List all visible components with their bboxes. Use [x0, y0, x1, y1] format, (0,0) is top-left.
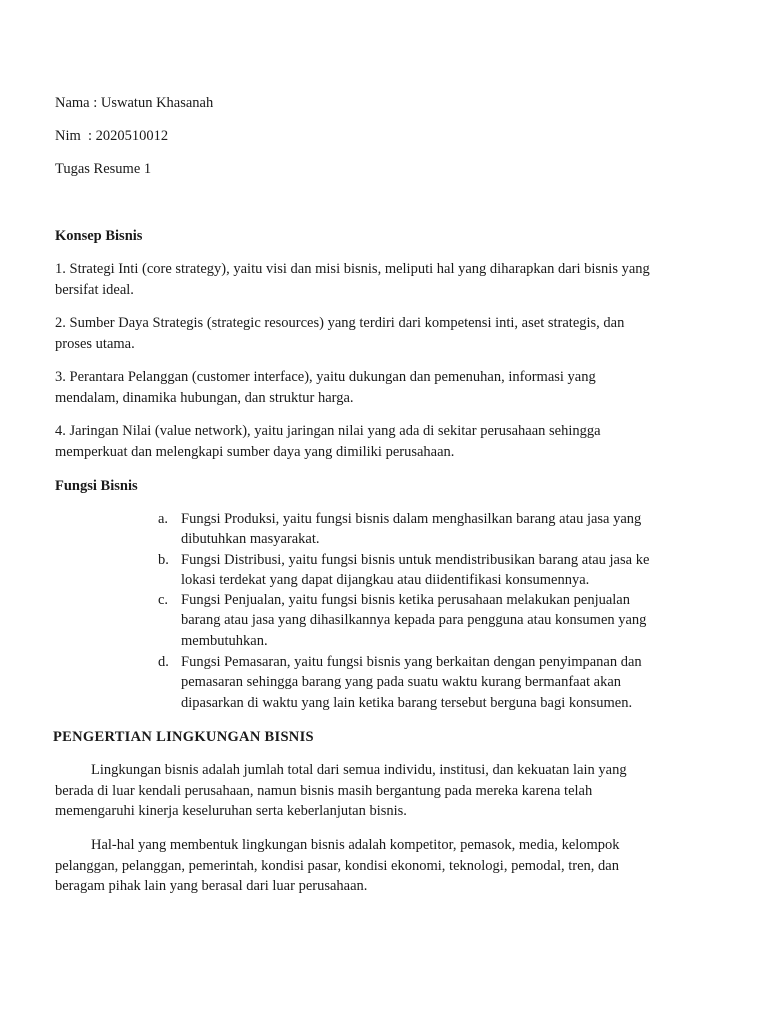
paragraph-line: berada di luar kendali perusahaan, namun bisnis masih bergantung pada mereka karena telah — [55, 782, 593, 799]
fungsi-item-line: Fungsi Distribusi, yaitu fungsi bisnis untuk mendistribusikan barang atau jasa ke — [181, 552, 650, 568]
fungsi-item-line: pemasaran sehingga barang yang pada suatu waktu kurang bermanfaat akan — [181, 674, 622, 691]
fungsi-item-line: dipasarkan di waktu yang lain ketika barang tersebut berguna bagi konsumen. — [181, 694, 633, 711]
konsep-item-line: bersifat ideal. — [55, 282, 134, 298]
konsep-item-line: memperkuat dan melengkapi sumber daya yang dimiliki perusahaan. — [55, 444, 455, 460]
fungsi-item-line: membutuhkan. — [181, 632, 268, 649]
konsep-item-line: proses utama. — [55, 336, 135, 352]
fungsi-item-line: Fungsi Pemasaran, yaitu fungsi bisnis yang berkaitan dengan penyimpanan dan — [181, 654, 642, 670]
paragraph-line: memengaruhi kinerja keseluruhan serta keberlanjutan bisnis. — [55, 803, 407, 819]
list-marker: a. — [158, 511, 169, 527]
fungsi-item-line: lokasi terdekat yang dapat dijangkau atau diidentifikasi konsumennya. — [181, 572, 590, 589]
konsep-item-line: mendalam, dinamika hubungan, dan struktur harga. — [55, 390, 354, 406]
student-name: Nama : Uswatun Khasanah — [55, 95, 214, 111]
konsep-heading: Konsep Bisnis — [55, 228, 143, 244]
paragraph-line: beragam pihak lain yang berasal dari luar perusahaan. — [55, 878, 368, 894]
fungsi-heading: Fungsi Bisnis — [55, 478, 138, 494]
konsep-item-line: 3. Perantara Pelanggan (customer interface), yaitu dukungan dan pemenuhan, informasi yang — [55, 369, 596, 385]
fungsi-item-line: barang atau jasa yang dihasilkannya kepada para pengguna atau konsumen yang — [181, 612, 647, 629]
assignment-title: Tugas Resume 1 — [55, 161, 152, 177]
konsep-item-line: 2. Sumber Daya Strategis (strategic resources) yang terdiri dari kompetensi inti, aset strategis, dan — [55, 315, 625, 331]
paragraph-line: Hal-hal yang membentuk lingkungan bisnis adalah kompetitor, pemasok, media, kelompok — [91, 837, 620, 853]
student-nim: Nim : 2020510012 — [55, 128, 169, 144]
list-marker: c. — [158, 592, 169, 608]
lingkungan-heading: PENGERTIAN LINGKUNGAN BISNIS — [53, 729, 314, 745]
konsep-item-line: 1. Strategi Inti (core strategy), yaitu visi dan misi bisnis, meliputi hal yang diharapkan dari bisnis yang — [55, 261, 650, 277]
fungsi-item-line: dibutuhkan masyarakat. — [181, 531, 320, 548]
list-marker: b. — [158, 552, 169, 568]
fungsi-item-line: Fungsi Penjualan, yaitu fungsi bisnis ketika perusahaan melakukan penjualan — [181, 592, 630, 608]
paragraph-line: Lingkungan bisnis adalah jumlah total dari semua individu, institusi, dan kekuatan lain yang — [91, 762, 627, 778]
fungsi-item-line: Fungsi Produksi, yaitu fungsi bisnis dalam menghasilkan barang atau jasa yang — [181, 511, 642, 527]
paragraph-line: pelanggan, pelanggan, pemerintah, kondisi pasar, kondisi ekonomi, teknologi, pemodal, tren, dan — [55, 857, 619, 874]
list-marker: d. — [158, 654, 169, 670]
konsep-item-line: 4. Jaringan Nilai (value network), yaitu jaringan nilai yang ada di sekitar perusahaan sehingga — [55, 423, 601, 439]
